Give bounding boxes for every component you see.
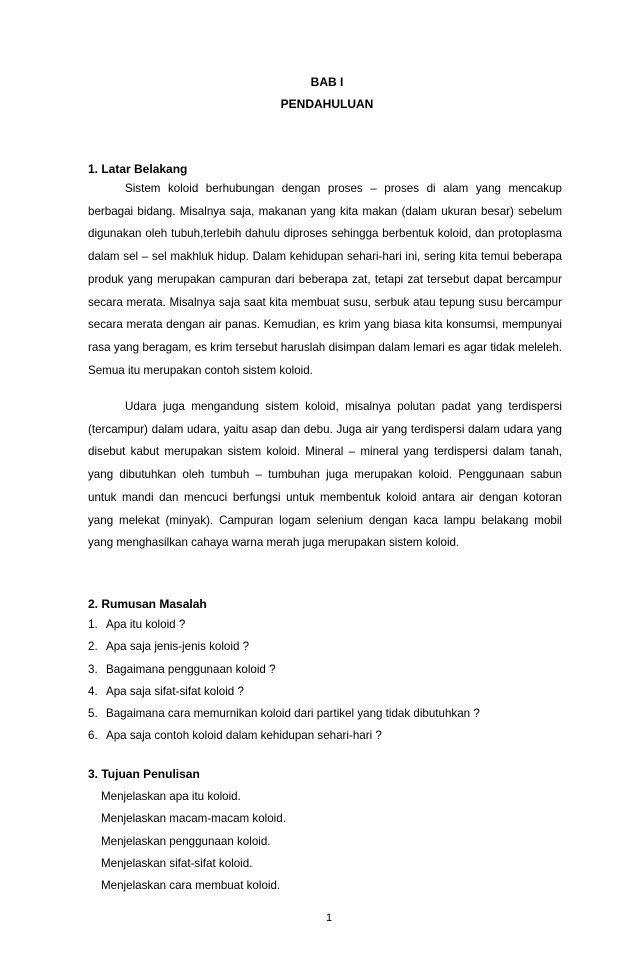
list-item: 3. Bagaimana penggunaan koloid ?	[88, 662, 276, 676]
paragraph-text: Udara juga mengandung sistem koloid, misalnya polutan padat yang terdispersi (tercampur) dalam udara, yaitu asap dan debu. Juga air yang terdispersi dalam udara yang disebut kabut merupakan sistem koloid. Mineral – mineral yang terdispersi dalam tanah, yang dibutuhkan oleh tumbuh – tumbuhan juga merupakan koloid. Penggunaan sabun untuk mandi dan mencuci berfungsi untuk membentuk koloid antara air dengan kotoran yang melekat (minyak). Campuran logam selenium dengan kaca lampu belakang mobil yang menghasilkan cahaya warna merah juga merupakan sistem koloid.	[88, 400, 562, 550]
list-item: Menjelaskan penggunaan koloid.	[101, 834, 271, 848]
list-item: Menjelaskan sifat-sifat koloid.	[101, 856, 253, 870]
paragraph-text: Sistem koloid berhubungan dengan proses – proses di alam yang mencakup berbagai bidang. Misalnya saja, makanan yang kita makan (dalam ukuran besar) sebelum digunakan oleh tubuh,terlebih dahulu diproses sehingga berbentuk koloid, dan protoplasma dalam sel – sel makhluk hidup. Dalam kehidupan sehari-hari ini, sering kita temui beberapa produk yang merupakan campuran dari beberapa zat, tetapi zat tersebut dapat bercampur secara merata. Misalnya saja saat kita membuat susu, serbuk atau tepung susu bercampur secara merata dengan air panas. Kemudian, es krim yang biasa kita konsumsi, mempunyai rasa yang beragam, es krim tersebut haruslah disimpan dalam lemari es agar tidak meleleh. Semua itu merupakan contoh sistem koloid.	[88, 182, 562, 377]
rumusan-masalah-list	[88, 614, 562, 748]
list-item: Menjelaskan apa itu koloid.	[101, 790, 241, 803]
section-heading-latar-belakang: 1. Latar Belakang	[88, 162, 188, 176]
paragraph-latar-belakang-1	[88, 178, 562, 382]
list-item: 1. Apa itu koloid ?	[88, 618, 186, 631]
tujuan-penulisan-list	[101, 786, 561, 897]
list-item: Menjelaskan macam-macam koloid.	[101, 812, 286, 826]
list-item: 6. Apa saja contoh koloid dalam kehidupan sehari-hari ?	[88, 729, 382, 743]
chapter-title: PENDAHULUAN	[280, 97, 374, 111]
section-heading-rumusan-masalah: 2. Rumusan Masalah	[88, 597, 207, 611]
list-item: 4. Apa saja sifat-sifat koloid ?	[88, 684, 244, 698]
list-item: Menjelaskan cara membuat koloid.	[101, 879, 281, 893]
list-item: 5. Bagaimana cara memurnikan koloid dari partikel yang tidak dibutuhkan ?	[88, 707, 480, 721]
paragraph-latar-belakang-2	[88, 396, 562, 555]
section-heading-tujuan-penulisan: 3. Tujuan Penulisan	[88, 767, 200, 781]
list-item: 2. Apa saja jenis-jenis koloid ?	[88, 640, 250, 654]
page-number: 1	[325, 912, 333, 924]
chapter-number: BAB I	[310, 75, 344, 89]
